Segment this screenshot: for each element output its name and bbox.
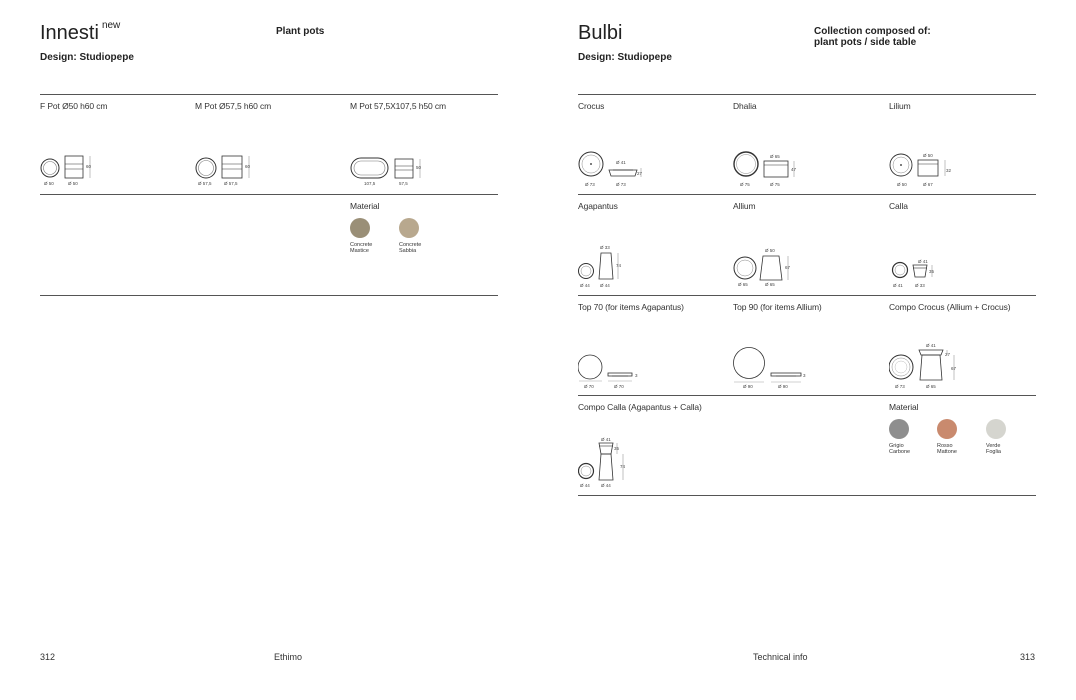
dim-label: Ø 41 bbox=[918, 259, 928, 264]
dim-label: Ø 65 bbox=[926, 384, 936, 389]
dim-label: Ø 33 bbox=[600, 245, 610, 250]
dim-label: 47 bbox=[791, 167, 797, 172]
swatch-label: Grigio Carbone bbox=[889, 443, 911, 455]
left-category: Plant pots bbox=[276, 26, 325, 37]
crocus-drawing bbox=[578, 148, 648, 190]
dim-label: Ø 50 bbox=[923, 153, 933, 158]
top-90-drawing bbox=[733, 344, 813, 392]
divider bbox=[40, 194, 498, 195]
dim-label: Ø 90 bbox=[778, 384, 788, 389]
product-label: Compo Crocus (Allium + Crocus) bbox=[889, 302, 1011, 312]
dim-label: Ø 57,5 bbox=[198, 181, 212, 186]
new-badge: new bbox=[101, 20, 121, 31]
dim-label: Ø 65 bbox=[738, 282, 748, 287]
dim-label: 67 bbox=[951, 366, 957, 371]
product-label: Compo Calla (Agapantus + Calla) bbox=[578, 402, 702, 412]
dim-label: Ø 41 bbox=[616, 160, 626, 165]
dim-label: Ø 41 bbox=[601, 437, 611, 442]
dim-label: Ø 44 bbox=[600, 283, 610, 288]
dim-label: Ø 50 bbox=[68, 181, 78, 186]
product-label: Allium bbox=[733, 201, 756, 211]
product-label: Top 90 (for items Allium) bbox=[733, 302, 822, 312]
product-label: Agapantus bbox=[578, 201, 618, 211]
dim-label: Ø 44 bbox=[580, 283, 590, 288]
page-number-left: 312 bbox=[40, 652, 56, 662]
dim-label: 57,5 bbox=[399, 181, 408, 186]
dim-label: 3 bbox=[635, 373, 638, 378]
calla-drawing bbox=[889, 255, 945, 291]
dim-label: 27 bbox=[637, 171, 643, 176]
dim-label: Ø 50 bbox=[44, 181, 54, 186]
dim-label: 74 bbox=[616, 263, 622, 268]
swatch-label: Verde Foglia bbox=[986, 443, 1001, 455]
swatch-label: Concrete Mastice bbox=[350, 242, 373, 254]
divider bbox=[578, 395, 1036, 396]
left-title: Innesti $^{new}$ bbox=[40, 20, 121, 44]
swatch-concrete-mastice bbox=[350, 218, 370, 238]
product-label: Crocus bbox=[578, 101, 605, 111]
dim-label: Ø 41 bbox=[893, 283, 903, 288]
product-label: Top 70 (for items Agapantus) bbox=[578, 302, 684, 312]
dim-label: Ø 44 bbox=[601, 483, 611, 488]
dim-label: Ø 73 bbox=[895, 384, 905, 389]
section-name: Technical info bbox=[753, 652, 808, 662]
dim-label: Ø 41 bbox=[926, 343, 936, 348]
product-label: M Pot 57,5X107,5 h50 cm bbox=[350, 101, 446, 111]
product-label: Lilium bbox=[889, 101, 911, 111]
dim-label: 107,5 bbox=[364, 181, 376, 186]
dim-label: Ø 70 bbox=[584, 384, 594, 389]
dim-label: 3 bbox=[803, 373, 806, 378]
left-designer: Design: Studiopepe bbox=[40, 52, 134, 63]
swatch-concrete-sabbia bbox=[399, 218, 419, 238]
dim-label: Ø 75 bbox=[740, 182, 750, 187]
dim-label: 50 bbox=[416, 165, 422, 170]
divider bbox=[578, 295, 1036, 296]
divider bbox=[578, 194, 1036, 195]
swatch-grigio-carbone bbox=[889, 419, 909, 439]
compo-crocus-drawing bbox=[889, 340, 965, 392]
lilium-drawing bbox=[889, 148, 959, 190]
dim-label: Ø 90 bbox=[743, 384, 753, 389]
material-label: Material bbox=[350, 201, 380, 211]
dim-label: Ø 73 bbox=[585, 182, 595, 187]
right-title: Bulbi bbox=[578, 22, 623, 44]
m-pot-round-drawing bbox=[195, 152, 257, 188]
agapantus-drawing bbox=[578, 243, 638, 291]
dim-label: 67 bbox=[785, 265, 791, 270]
dim-label: Ø 75 bbox=[770, 182, 780, 187]
product-label: Calla bbox=[889, 201, 908, 211]
swatch-rosso-mattone bbox=[937, 419, 957, 439]
brand-name: Ethimo bbox=[274, 652, 303, 662]
dim-label: 35 bbox=[614, 446, 620, 451]
divider bbox=[40, 94, 498, 95]
dim-label: Ø 50 bbox=[765, 248, 775, 253]
product-label: F Pot Ø50 h60 cm bbox=[40, 101, 108, 111]
swatch-label: Concrete Sabbia bbox=[399, 242, 422, 254]
f-pot-drawing bbox=[40, 152, 100, 188]
allium-drawing bbox=[733, 243, 799, 291]
dim-label: Ø 33 bbox=[915, 283, 925, 288]
dim-label: 35 bbox=[929, 269, 935, 274]
dim-label: 27 bbox=[945, 352, 951, 357]
page-number-right: 313 bbox=[1020, 652, 1036, 662]
swatch-label: Rosso Mattone bbox=[937, 443, 957, 455]
divider bbox=[578, 495, 1036, 496]
divider bbox=[578, 94, 1036, 95]
dim-label: 74 bbox=[620, 464, 626, 469]
collection-note: Collection composed of: plant pots / side table bbox=[814, 26, 931, 48]
m-pot-oval-drawing bbox=[350, 152, 428, 188]
dim-label: Ø 65 bbox=[765, 282, 775, 287]
dim-label: Ø 44 bbox=[580, 483, 590, 488]
compo-calla-drawing bbox=[578, 434, 638, 492]
dim-label: 60 bbox=[86, 164, 92, 169]
dim-label: Ø 73 bbox=[616, 182, 626, 187]
dim-label: Ø 50 bbox=[897, 182, 907, 187]
dim-label: Ø 70 bbox=[614, 384, 624, 389]
material-label: Material bbox=[889, 402, 919, 412]
dhalia-drawing bbox=[733, 148, 803, 190]
dim-label: Ø 57,5 bbox=[224, 181, 238, 186]
dim-label: 60 bbox=[245, 164, 251, 169]
dim-label: 32 bbox=[946, 168, 952, 173]
top-70-drawing bbox=[578, 350, 648, 392]
product-label: Dhalia bbox=[733, 101, 757, 111]
product-label: M Pot Ø57,5 h60 cm bbox=[195, 101, 272, 111]
right-designer: Design: Studiopepe bbox=[578, 52, 672, 63]
swatch-verde-foglia bbox=[986, 419, 1006, 439]
divider bbox=[40, 295, 498, 296]
dim-label: Ø 65 bbox=[770, 154, 780, 159]
dim-label: Ø 67 bbox=[923, 182, 933, 187]
